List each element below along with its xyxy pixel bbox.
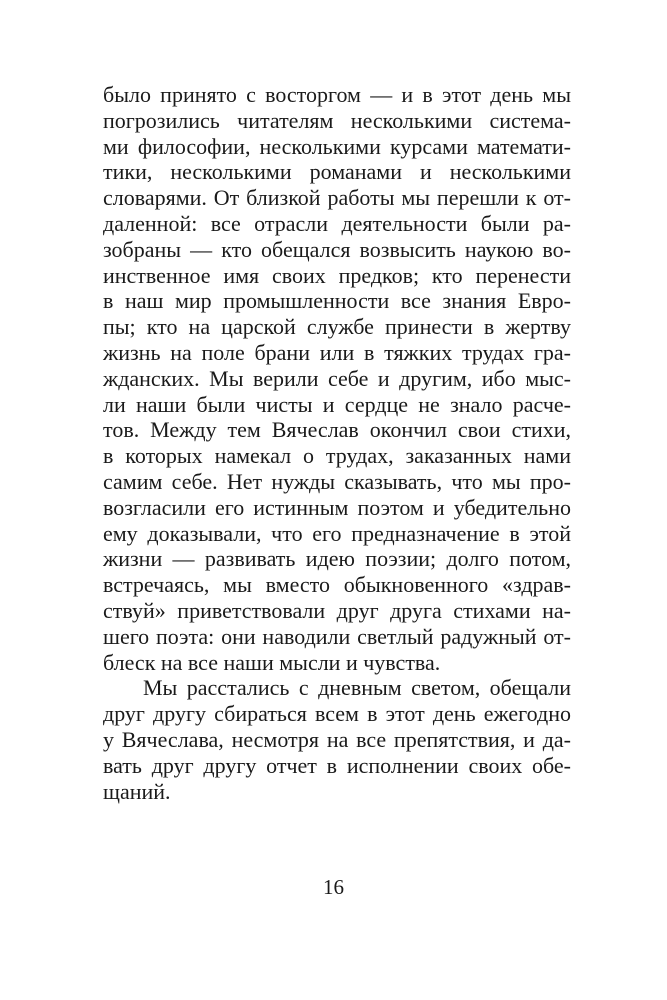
text-line: вать друг другу отчет в исполнении своих обе- [103,752,571,778]
text-line: шего поэта: они наводили светлый радужный от- [103,623,571,649]
text-line: инственное имя своих предков; кто перенести [103,262,571,288]
page-body [103,82,571,804]
paragraph-1 [103,82,571,675]
text-line: зобраны — кто обещался возвысить наукою во- [103,236,571,262]
text-line: ли наши были чисты и сердце не знало расче- [103,391,571,417]
text-line: словарями. От близкой работы мы перешли к от- [103,185,571,211]
text-line: самим себе. Нет нужды сказывать, что мы про- [103,468,571,494]
text-line: ми философии, несколькими курсами математи- [103,133,571,159]
text-line: ствуй» приветствовали друг друга стихами на- [103,597,571,623]
text-line: у Вячеслава, несмотря на все препятствия, и да- [103,726,571,752]
text-line: друг другу сбираться всем в этот день ежегодно [103,701,571,727]
text-line: жизни — развивать идею поэзии; долго потом, [103,546,571,572]
page-number: 16 [323,875,344,899]
text-line: тов. Между тем Вячеслав окончил свои стихи, [103,417,571,443]
text-line: пы; кто на царской службе принести в жертву [103,314,571,340]
text-line: даленной: все отрасли деятельности были ра- [103,210,571,236]
text-line: жданских. Мы верили себе и другим, ибо мыс- [103,365,571,391]
paragraph-2 [103,675,571,804]
text-line: блеск на все наши мысли и чувства. [103,649,441,675]
text-line: Мы расстались с дневным светом, обещали [143,675,571,701]
text-line: тики, несколькими романами и несколькими [103,159,571,185]
text-line: ему доказывали, что его предназначение в этой [103,520,571,546]
text-line: в наш мир промышленности все знания Евро- [103,288,571,314]
text-line: встречаясь, мы вместо обыкновенного «здрав- [103,572,571,598]
text-line: погрозились читателям несколькими система- [103,107,571,133]
text-line: возгласили его истинным поэтом и убедительно [103,494,571,520]
text-line: в которых намекал о трудах, заказанных нами [103,443,571,469]
text-line: было принято с восторгом — и в этот день мы [103,82,571,107]
text-line: жизнь на поле брани или в тяжких трудах гра- [103,339,571,365]
text-line: щаний. [103,778,171,804]
